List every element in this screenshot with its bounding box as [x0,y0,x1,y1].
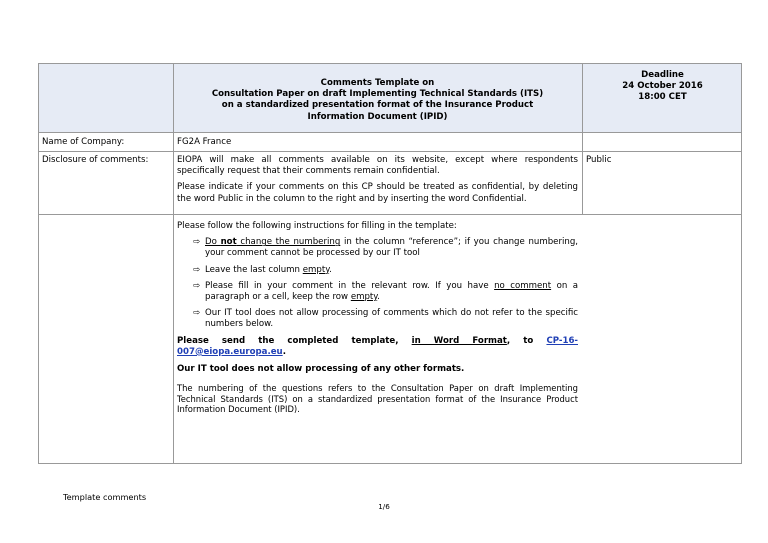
template-title [175,78,580,123]
instruction-text: Our IT tool does not allow processing of comments which do not refer to the specific numbers below. [205,308,578,330]
deadline-date: 24 October 2016 [622,81,703,92]
arrow-right-icon: ⇨ [193,237,201,248]
title-line: Information Document (IPID) [307,111,448,122]
company-label: Name of Company: [42,137,125,147]
numbering-note: The numbering of the questions refers to the Consultation Paper on draft Implementing Technical Standards (ITS) on a standardized presentation format of the Insurance Product Information Document (IPID). [177,383,578,415]
disclosure-text [177,155,578,210]
list-item [177,237,578,259]
row-divider [39,151,741,152]
disclosure-label: Disclosure of comments: [42,155,149,165]
instructions-block [177,221,578,420]
company-name-field[interactable]: FG2A France [177,137,232,147]
instruction-text: empty [350,292,378,303]
send-text: , to [506,335,534,346]
send-text: . [282,346,286,357]
title-line: on a standardized presentation format of the Insurance Product [221,100,534,111]
arrow-right-icon: ⇨ [193,280,201,291]
instruction-text: change the numbering [236,237,341,248]
arrow-right-icon: ⇨ [193,264,201,275]
arrow-right-icon: ⇨ [193,308,201,319]
column-divider [173,64,174,463]
comments-template-table [38,63,742,464]
instruction-text: in the column “reference”; if you change numbering, your comment cannot be processed by our IT tool [205,237,579,259]
instruction-text: no comment [494,280,552,291]
page-number: 1/6 [378,502,390,511]
send-instruction [177,336,578,358]
instruction-text: on a paragraph or a cell, keep the row [205,280,579,303]
deadline-time: 18:00 CET [638,92,687,103]
disclosure-paragraph: EIOPA will make all comments available on its website, except where respondents specifically request that their comments remain confidential. [177,155,578,177]
instruction-text: Please fill in your comment in the relevant row. If you have [205,280,495,291]
disclosure-paragraph: Please indicate if your comments on this CP should be treated as confidential, by deleting the word Public in the column to the right and by inserting the word Confidential. [177,182,578,204]
instruction-text: empty [302,264,330,275]
instruction-text: Do [205,237,221,248]
instructions-intro: Please follow the following instructions for filling in the template: [177,221,457,231]
send-text: in Word Format [411,335,507,346]
deadline-block [584,70,741,104]
instruction-text: . [377,292,380,303]
list-item [177,308,578,330]
list-item [177,281,578,303]
send-text: Please send the completed template, [177,335,412,346]
instruction-text: not [220,237,237,248]
deadline-label: Deadline [641,70,684,80]
email-link[interactable]: CP-16-007@eiopa.europa.eu [177,335,578,357]
footer-text: Template comments [63,492,147,502]
instruction-text: Leave the last column [205,264,303,275]
list-item [177,265,578,276]
disclosure-value-field[interactable]: Public [586,155,612,165]
instructions-list [177,237,578,330]
formats-note: Our IT tool does not allow processing of any other formats. [177,364,465,375]
instruction-text: . [329,264,332,275]
title-line: Comments Template on [320,78,435,88]
row-divider [39,214,741,215]
title-line: Consultation Paper on draft Implementing Technical Standards (ITS) [211,89,544,100]
column-divider [582,64,583,214]
